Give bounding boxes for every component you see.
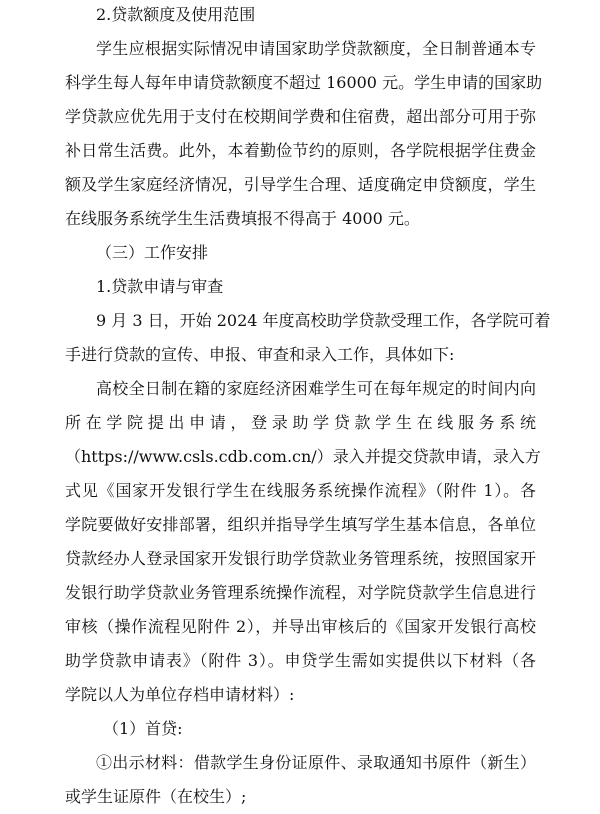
section-heading: （三）工作安排 [96, 243, 209, 262]
section-heading: （1）首贷: [103, 719, 183, 738]
text-line: 学院以人为单位存档申请材料）: [65, 685, 295, 704]
text-line: ①出示材料：借款学生身份证原件、录取通知书原件（新生） [96, 753, 536, 772]
text-line: 科学生每人每年申请贷款额度不超过 16000 元。学生申请的国家助 [65, 73, 543, 92]
text-line: （https://www.csls.cdb.com.cn/）录入并提交贷款申请，录入方 [65, 447, 541, 466]
text-line: 学贷款应优先用于支付在校期间学费和住宿费，超出部分可用于弥 [65, 107, 536, 126]
document-page [65, 0, 551, 814]
text-line: 所在学院提出申请，登录助学贷款学生在线服务系统 [65, 413, 536, 432]
text-line: 9 月 3 日，开始 2024 年度高校助学贷款受理工作，各学院可着 [96, 311, 551, 330]
section-heading: 1.贷款申请与审查 [96, 277, 224, 296]
text-line: 助学贷款申请表》（附件 3）。申贷学生需如实提供以下材料（各 [65, 651, 536, 670]
text-line: 审核（操作流程见附件 2），并导出审核后的《国家开发银行高校 [65, 617, 536, 636]
text-line: 在线服务系统学生生活费填报不得高于 4000 元。 [65, 209, 420, 228]
text-line: 学院要做好安排部署，组织并指导学生填写学生基本信息，各单位 [65, 515, 536, 534]
text-line: 手进行贷款的宣传、申报、审查和录入工作，具体如下: [65, 345, 455, 364]
text-line: 发银行助学贷款业务管理系统操作流程，对学院贷款学生信息进行 [65, 583, 536, 602]
section-heading: 2.贷款额度及使用范围 [96, 5, 256, 24]
text-line: 额及学生家庭经济情况，引导学生合理、适度确定申贷额度，学生 [65, 175, 536, 194]
text-line: 补日常生活费。此外，本着勤俭节约的原则，各学院根据学住费金 [65, 141, 536, 160]
text-line: 学生应根据实际情况申请国家助学贷款额度，全日制普通本专 [96, 39, 536, 58]
text-line: 高校全日制在籍的家庭经济困难学生可在每年规定的时间内向 [96, 379, 536, 398]
text-line: 式见《国家开发银行学生在线服务系统操作流程》（附件 1）。各 [65, 481, 536, 500]
text-line: 或学生证原件（在校生）; [65, 787, 247, 806]
text-line: 贷款经办人登录国家开发银行助学贷款业务管理系统，按照国家开 [65, 549, 536, 568]
